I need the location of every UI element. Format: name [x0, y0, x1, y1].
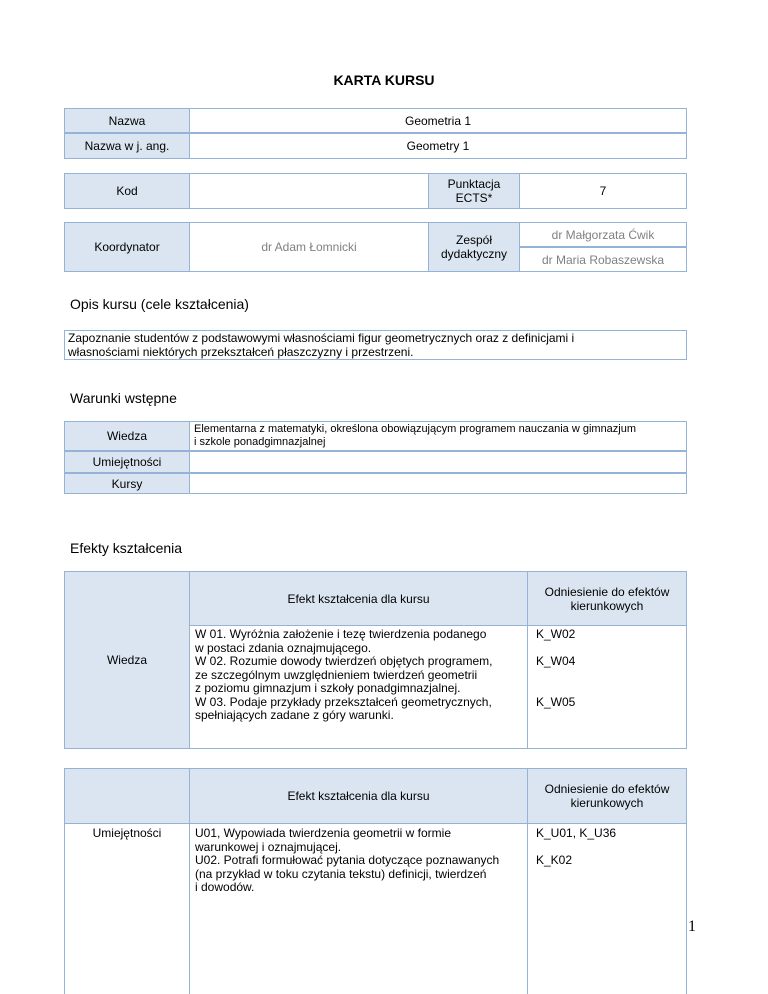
efekty-wiedza-ref-2: K_W04 — [536, 654, 576, 668]
warunki-umiejetnosci-value — [189, 451, 687, 473]
efekty-umiejetnosci-label: Umiejętności — [92, 826, 162, 840]
zespol-label: Zespół dydaktyczny — [428, 222, 520, 272]
warunki-wiedza-label: Wiedza — [64, 421, 190, 451]
warunki-heading: Warunki wstępne — [70, 390, 177, 406]
nazwa-ang-value: Geometry 1 — [189, 133, 687, 159]
opis-heading: Opis kursu (cele kształcenia) — [70, 296, 249, 312]
efekty-wiedza-header-efekt: Efekt kształcenia dla kursu — [189, 571, 528, 626]
efekty-heading: Efekty kształcenia — [70, 540, 183, 556]
warunki-wiedza-text: Elementarna z matematyki, określona obowiązującym programem nauczania w gimnazjum i szkole ponadgimnazjalnej — [194, 423, 637, 448]
opis-text: Zapoznanie studentów z podstawowymi własnościami figur geometrycznych oraz z definicjami i własnościami niektórych przekształceń płaszczyzny i przestrzeni. — [68, 331, 575, 359]
nazwa-value: Geometria 1 — [189, 108, 687, 133]
efekty-wiedza-text-box — [189, 625, 528, 749]
efekty-wiedza-ref-1: K_W02 — [536, 627, 576, 641]
efekty-umiejetnosci-header-odniesienie: Odniesienie do efektów kierunkowych — [527, 768, 687, 824]
ects-label: Punktacja ECTS* — [428, 173, 520, 209]
koordynator-value: dr Adam Łomnicki — [189, 222, 429, 272]
efekty-umiejetnosci-ref-1: K_U01, K_U36 — [536, 826, 617, 840]
efekty-umiejetnosci-text-box — [189, 823, 528, 994]
efekty-wiedza-ref-3: K_W05 — [536, 695, 576, 709]
efekty-umiejetnosci-header-efekt: Efekt kształcenia dla kursu — [189, 768, 528, 824]
efekty-wiedza-header-odniesienie: Odniesienie do efektów kierunkowych — [527, 571, 687, 626]
efekty-wiedza-refs-box — [527, 625, 687, 749]
efekty-umiejetnosci-ref-2: K_K02 — [536, 853, 573, 867]
ects-value: 7 — [519, 173, 687, 209]
warunki-kursy-value — [189, 473, 687, 494]
efekty-wiedza-label: Wiedza — [64, 571, 190, 749]
koordynator-label: Koordynator — [64, 222, 190, 272]
page-title: KARTA KURSU — [333, 72, 435, 88]
warunki-umiejetnosci-label: Umiejętności — [64, 451, 190, 473]
kod-label: Kod — [64, 173, 190, 209]
nazwa-label: Nazwa — [64, 108, 190, 133]
warunki-wiedza-box — [189, 421, 687, 451]
efekty-umiejetnosci-text: U01, Wypowiada twierdzenia geometrii w formie warunkowej i oznajmującej. U02. Potrafi formułować pytania dotyczące poznawanych (na przykład w toku czytania tekstu) definicji, twierdzeń i dowodów. — [195, 826, 500, 894]
warunki-kursy-label: Kursy — [64, 473, 190, 494]
page-number: 1 — [688, 918, 696, 935]
opis-box — [64, 330, 687, 360]
efekty-umiejetnosci-label-box — [64, 823, 190, 994]
zespol-member-2: dr Maria Robaszewska — [519, 247, 687, 272]
nazwa-ang-label: Nazwa w j. ang. — [64, 133, 190, 159]
efekty-umiejetnosci-label-top — [64, 768, 190, 824]
efekty-umiejetnosci-refs-box — [527, 823, 687, 994]
kod-value — [189, 173, 429, 209]
zespol-member-1: dr Małgorzata Ćwik — [519, 222, 687, 247]
efekty-wiedza-text: W 01. Wyróżnia założenie i tezę twierdzenia podanego w postaci zdania oznajmującego. W 02. Rozumie dowody twierdzeń objętych programem, ze szczególnym uwzględnieniem twierdzeń geometrii z poziomu gimnazjum i szkoły ponadgimnazjalnej. W 03. Podaje przykłady przekształceń geometrycznych, spełniających zadane z góry warunki. — [195, 627, 493, 722]
